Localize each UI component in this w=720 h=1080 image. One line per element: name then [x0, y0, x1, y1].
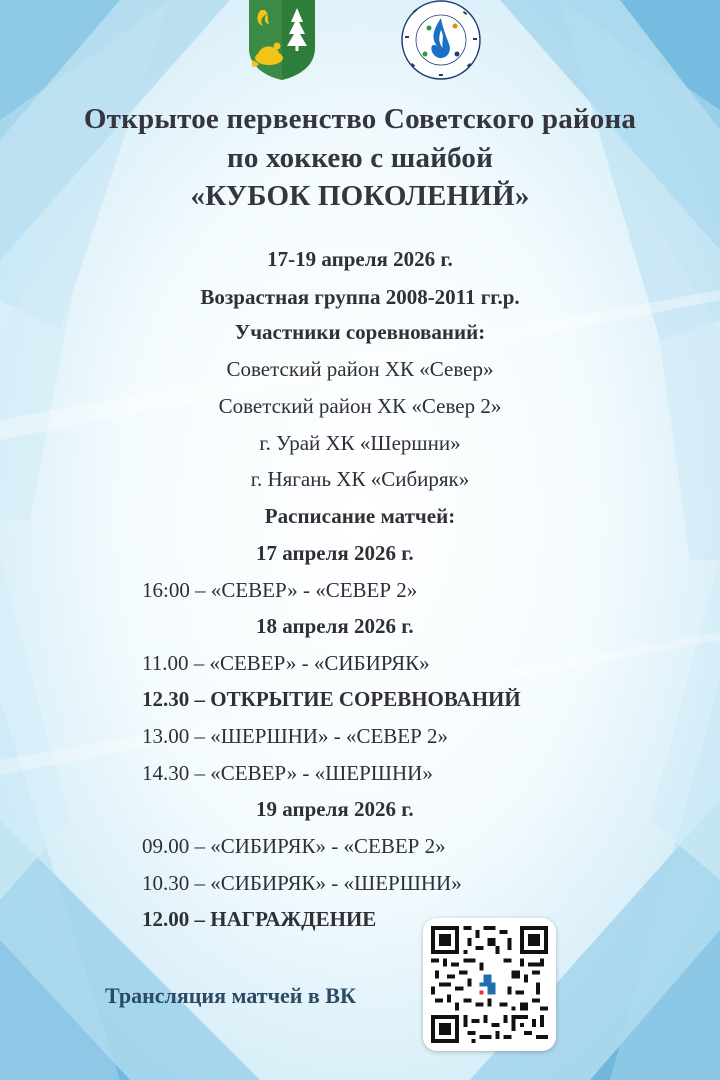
sports-emblem-icon — [393, 0, 489, 82]
event-dates: 17-19 апреля 2026 г. — [267, 247, 453, 271]
participant-item: Советский район ХК «Север 2» — [218, 394, 502, 418]
schedule-match: 14.30 – «СЕВЕР» - «ШЕРШНИ» — [142, 761, 433, 785]
schedule-day-date: 17 апреля 2026 г. — [256, 541, 414, 565]
title-line-3: «КУБОК ПОКОЛЕНИЙ» — [190, 180, 530, 212]
participant-item: г. Нягань ХК «Сибиряк» — [250, 467, 470, 491]
schedule-heading: Расписание матчей: — [264, 504, 456, 528]
title-line-1: Открытое первенство Советского района — [83, 103, 637, 135]
schedule-match: 13.00 – «ШЕРШНИ» - «СЕВЕР 2» — [142, 724, 449, 748]
schedule-match: 11.00 – «СЕВЕР» - «СИБИРЯК» — [142, 651, 430, 675]
participant-item: г. Урай ХК «Шершни» — [259, 431, 461, 455]
title-line-2: по хоккею с шайбой — [226, 142, 494, 174]
schedule-day-date: 18 апреля 2026 г. — [256, 614, 414, 638]
participants-heading: Участники соревнований: — [234, 320, 486, 344]
schedule-match: 16:00 – «СЕВЕР» - «СЕВЕР 2» — [142, 578, 418, 602]
district-crest-icon — [247, 0, 317, 80]
schedule-match: 10.30 – «СИБИРЯК» - «ШЕРШНИ» — [142, 871, 462, 895]
schedule-match: 09.00 – «СИБИРЯК» - «СЕВЕР 2» — [142, 834, 446, 858]
schedule-opening-ceremony: 12.30 – ОТКРЫТИЕ СОРЕВНОВАНИЙ — [142, 687, 521, 711]
qr-code[interactable] — [423, 918, 556, 1051]
schedule-awards: 12.00 – НАГРАЖДЕНИЕ — [142, 907, 377, 931]
broadcast-note: Трансляция матчей в ВК — [105, 983, 356, 1008]
participant-item: Советский район ХК «Север» — [226, 357, 494, 381]
age-group: Возрастная группа 2008-2011 гг.р. — [200, 285, 520, 309]
schedule-day-date: 19 апреля 2026 г. — [256, 797, 414, 821]
qr-code-icon — [431, 926, 548, 1043]
